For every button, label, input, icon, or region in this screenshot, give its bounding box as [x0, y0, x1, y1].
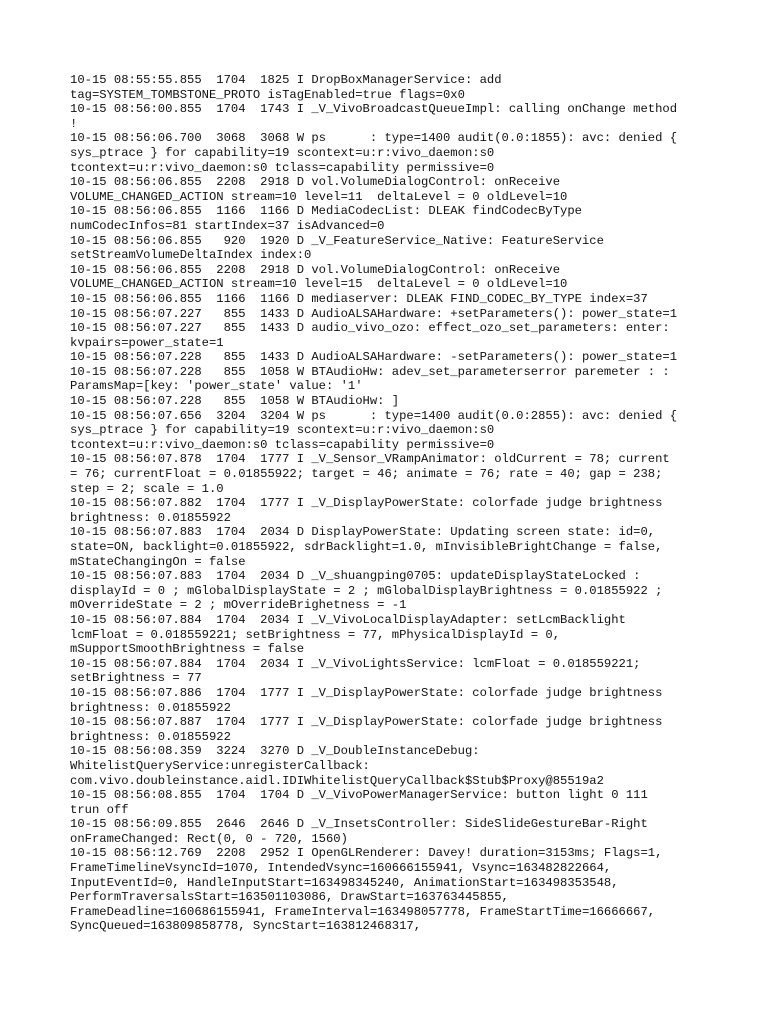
log-line: 10-15 08:56:07.228 855 1433 D AudioALSAHardware: -setParameters(): power_state=1 [70, 350, 678, 365]
log-line: 10-15 08:55:55.855 1704 1825 I DropBoxManagerService: add [70, 73, 502, 87]
log-line: mOverrideState = 2 ; mOverrideBrighetness = -1 [70, 598, 407, 613]
log-line: PerformTraversalsStart=163501103086, DrawStart=163763445855, [70, 890, 509, 905]
log-line: 10-15 08:56:06.855 2208 2918 D vol.VolumeDialogControl: onReceive [70, 175, 561, 190]
log-line: 10-15 08:56:06.855 1166 1166 D MediaCodecList: DLEAK findCodecByType [70, 204, 582, 219]
log-line: ParamsMap=[key: 'power_state' value: '1' [70, 379, 363, 394]
log-line: 10-15 08:56:07.656 3204 3204 W ps : type=1400 audit(0.0:2855): avc: denied { [70, 408, 678, 423]
log-line: com.vivo.doubleinstance.aidl.IDIWhitelistQueryCallback$Stub$Proxy@85519a2 [70, 773, 604, 788]
log-line: 10-15 08:56:07.227 855 1433 D AudioALSAHardware: +setParameters(): power_state=1 [70, 306, 678, 321]
log-line: 10-15 08:56:09.855 2646 2646 D _V_InsetsController: SideSlideGestureBar-Right [70, 817, 648, 832]
log-line: FrameTimelineVsyncId=1070, IntendedVsync=160666155941, Vsync=163482822664, [70, 861, 612, 876]
log-line: 10-15 08:56:06.855 920 1920 D _V_FeatureService_Native: FeatureService [70, 233, 604, 248]
log-line: 10-15 08:56:07.883 1704 2034 D DisplayPowerState: Updating screen state: id=0, [70, 525, 656, 540]
log-line: WhitelistQueryService:unregisterCallback: [70, 758, 370, 773]
log-line: setBrightness = 77 [70, 671, 202, 686]
log-line: onFrameChanged: Rect(0, 0 - 720, 1560) [70, 831, 348, 846]
log-line: 10-15 08:56:08.855 1704 1704 D _V_VivoPowerManagerService: button light 0 111 [70, 788, 648, 803]
log-line: 10-15 08:56:07.228 855 1058 W BTAudioHw: ] [70, 394, 400, 409]
log-line: 10-15 08:56:07.887 1704 1777 I _V_DisplayPowerState: colorfade judge brightness [70, 715, 663, 730]
log-line: 10-15 08:56:07.884 1704 2034 I _V_VivoLocalDisplayAdapter: setLcmBacklight [70, 612, 626, 627]
log-line: lcmFloat = 0.018559221; setBrightness = 77, mPhysicalDisplayId = 0, [70, 627, 561, 642]
log-line: tcontext=u:r:vivo_daemon:s0 tclass=capability permissive=0 [70, 160, 495, 175]
log-line: 10-15 08:56:06.855 1166 1166 D mediaserver: DLEAK FIND_CODEC_BY_TYPE index=37 [70, 291, 648, 306]
log-line: tag=SYSTEM_TOMBSTONE_PROTO isTagEnabled=true flags=0x0 [70, 87, 465, 102]
log-line: 10-15 08:56:07.228 855 1058 W BTAudioHw: adev_set_parameterserror paremeter : : [70, 364, 670, 379]
log-line: 10-15 08:56:08.359 3224 3270 D _V_DoubleInstanceDebug: [70, 744, 480, 759]
log-line: InputEventId=0, HandleInputStart=163498345240, AnimationStart=163498353548, [70, 875, 619, 890]
log-line: mStateChangingOn = false [70, 554, 246, 569]
log-line: = 76; currentFloat = 0.01855922; target = 46; animate = 76; rate = 40; gap = 238; [70, 467, 663, 482]
log-line: brightness: 0.01855922 [70, 510, 231, 525]
log-line: setStreamVolumeDeltaIndex index:0 [70, 248, 312, 263]
log-line: VOLUME_CHANGED_ACTION stream=10 level=11 deltaLevel = 0 oldLevel=10 [70, 189, 568, 204]
log-line: brightness: 0.01855922 [70, 700, 231, 715]
log-line: mSupportSmoothBrightness = false [70, 642, 305, 657]
log-line: VOLUME_CHANGED_ACTION stream=10 level=15 deltaLevel = 0 oldLevel=10 [70, 277, 568, 292]
log-line: 10-15 08:56:07.883 1704 2034 D _V_shuangping0705: updateDisplayStateLocked : [70, 569, 641, 584]
log-line: 10-15 08:56:06.855 2208 2918 D vol.VolumeDialogControl: onReceive [70, 262, 561, 277]
log-line: numCodecInfos=81 startIndex=37 isAdvanced=0 [70, 218, 385, 233]
log-line: sys_ptrace } for capability=19 scontext=u:r:vivo_daemon:s0 [70, 145, 495, 160]
log-line: sys_ptrace } for capability=19 scontext=u:r:vivo_daemon:s0 [70, 423, 495, 438]
log-line: 10-15 08:56:06.700 3068 3068 W ps : type=1400 audit(0.0:1855): avc: denied { [70, 131, 678, 146]
log-line: state=ON, backlight=0.01855922, sdrBacklight=1.0, mInvisibleBrightChange = false, [70, 540, 663, 554]
log-line: 10-15 08:56:12.769 2208 2952 I OpenGLRenderer: Davey! duration=3153ms; Flags=1, [70, 846, 663, 861]
log-line: SyncQueued=163809858778, SyncStart=163812468317, [70, 919, 422, 934]
log-line: ! [70, 116, 78, 131]
log-line: brightness: 0.01855922 [70, 729, 231, 744]
log-text [70, 73, 710, 934]
log-line: displayId = 0 ; mGlobalDisplayState = 2 ; mGlobalDisplayBrightness = 0.01855922 ; [70, 583, 663, 598]
log-line: kvpairs=power_state=1 [70, 335, 224, 350]
log-line: FrameDeadline=160686155941, FrameInterval=163498057778, FrameStartTime=16666667, [70, 904, 656, 919]
log-line: 10-15 08:56:07.878 1704 1777 I _V_Sensor_VRampAnimator: oldCurrent = 78; current [70, 452, 670, 467]
log-line: 10-15 08:56:07.884 1704 2034 I _V_VivoLightsService: lcmFloat = 0.018559221; [70, 656, 641, 671]
log-line: 10-15 08:56:07.882 1704 1777 I _V_DisplayPowerState: colorfade judge brightness [70, 496, 663, 511]
log-line: 10-15 08:56:07.886 1704 1777 I _V_DisplayPowerState: colorfade judge brightness [70, 685, 663, 700]
log-line: step = 2; scale = 1.0 [70, 481, 224, 496]
log-line: trun off [70, 802, 129, 817]
log-line: tcontext=u:r:vivo_daemon:s0 tclass=capability permissive=0 [70, 437, 495, 452]
log-line: 10-15 08:56:07.227 855 1433 D audio_vivo_ozo: effect_ozo_set_parameters: enter: [70, 321, 670, 336]
log-line: 10-15 08:56:00.855 1704 1743 I _V_VivoBroadcastQueueImpl: calling onChange method [70, 102, 678, 117]
